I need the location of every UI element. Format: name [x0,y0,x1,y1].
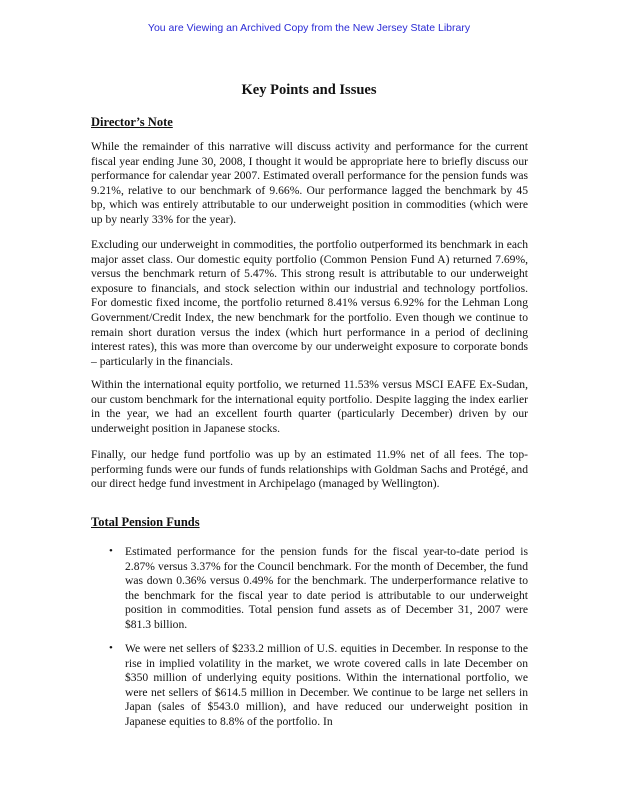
list-item [109,642,528,730]
bullet-icon: • [109,545,113,557]
total-pension-funds-heading: Total Pension Funds [91,515,200,529]
archive-banner: You are Viewing an Archived Copy from the New Jersey State Library [147,22,471,34]
directors-note-paragraph: Finally, our hedge fund portfolio was up by an estimated 11.9% net of all fees. The top-performing funds were our funds of funds relationships with Goldman Sachs and Protégé, and our direct hedge fund investment in Archipelago (managed by Wellington). [91,448,528,491]
directors-note-paragraph: Excluding our underweight in commodities, the portfolio outperformed its benchmark in each major asset class. Our domestic equity portfolio (Common Pension Fund A) returned 7.69%, versus the benchmark return of 5.47%. This strong result is attributable to our underweight exposure to financials, and stock selection within our industrial and technology portfolios. For domestic fixed income, the portfolio returned 8.41% versus 6.92% for the Lehman Long Government/Credit Index, the new benchmark for the portfolio. Even though we continue to remain short duration versus the index (which hurt performance in a period of declining interest rates), this was more than overcome by our underweight exposure to corporate bonds – particularly in the financials. [91,238,528,368]
directors-note-paragraph: While the remainder of this narrative will discuss activity and performance for the current fiscal year ending June 30, 2008, I thought it would be appropriate here to briefly discuss our performance for calendar year 2007. Estimated overall performance for the pension funds was 9.21%, relative to our benchmark of 9.66%. Our performance lagged the benchmark by 45 bp, which was entirely attributable to our underweight position in commodities (which were up by nearly 33% for the year). [91,140,528,226]
list-item [109,545,528,633]
directors-note-paragraph: Within the international equity portfolio, we returned 11.53% versus MSCI EAFE Ex-Sudan, our custom benchmark for the international equity portfolio. Despite lagging the index earlier in the year, we had an excellent fourth quarter (particularly December) driven by our underweight position in Japanese stocks. [91,378,528,435]
bullet-text: Estimated performance for the pension funds for the fiscal year-to-date period is 2.87% versus 3.37% for the Council benchmark. For the month of December, the fund was down 0.36% versus 0.49% for the benchmark. The underperformance relative to the benchmark for the fiscal year to date period is attributable to our underweight position in commodities. Total pension fund assets as of December 31, 2007 were $81.3 billion. [125,545,528,631]
bullet-icon: • [109,642,113,654]
directors-note-heading: Director’s Note [91,115,173,129]
page-title: Key Points and Issues [241,82,377,98]
bullet-text: We were net sellers of $233.2 million of U.S. equities in December. In response to the rise in implied volatility in the market, we wrote covered calls in late December on $350 million of underlying equity positions. Within the international portfolio, we were net sellers of $614.5 million in December. We continue to be large net sellers in Japan (sales of $543.0 million), and have reduced our underweight position in Japanese equities to 8.8% of the portfolio. In [125,642,528,728]
